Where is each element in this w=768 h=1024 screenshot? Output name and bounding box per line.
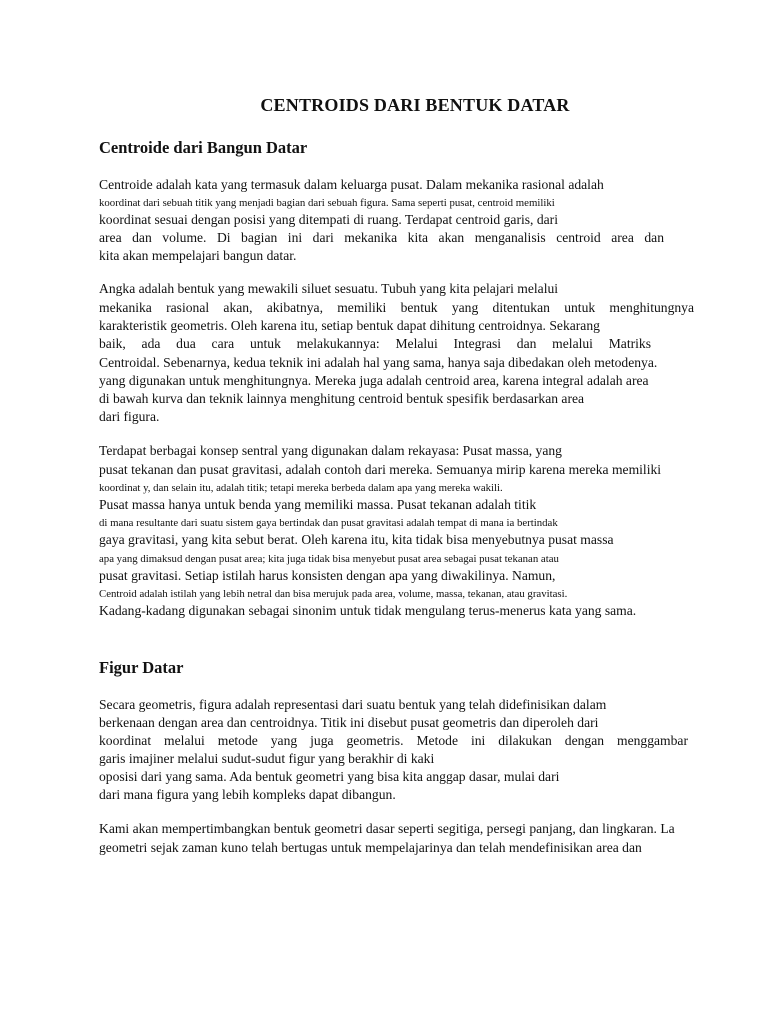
- section-heading-figur-datar: Figur Datar: [99, 658, 184, 677]
- paragraph-line: yang digunakan untuk menghitungnya. Mereka juga adalah centroid area, karena integral adalah area: [99, 373, 649, 388]
- paragraph-line: Angka adalah bentuk yang mewakili siluet sesuatu. Tubuh yang kita pelajari melalui: [99, 281, 559, 296]
- paragraph-line: Kadang-kadang digunakan sebagai sinonim untuk tidak mengulang terus-menerus kata yang sama.: [99, 603, 637, 618]
- paragraph-line: Terdapat berbagai konsep sentral yang digunakan dalam rekayasa: Pusat massa, yang: [99, 443, 562, 458]
- paragraph-line: mekanika rasional akan, akibatnya, memiliki bentuk yang ditentukan untuk menghitungnya: [99, 300, 694, 315]
- paragraph-line: Secara geometris, figura adalah representasi dari suatu bentuk yang telah didefinisikan dalam: [99, 697, 607, 712]
- paragraph-line: oposisi dari yang sama. Ada bentuk geometri yang bisa kita anggap dasar, mulai dari: [99, 769, 560, 784]
- paragraph-line: apa yang dimaksud dengan pusat area; kita juga tidak bisa menyebut pusat area sebagai pusat tekanan atau: [99, 553, 559, 565]
- paragraph-line: gaya gravitasi, yang kita sebut berat. Oleh karena itu, kita tidak bisa menyebutnya pusat massa: [99, 532, 614, 547]
- paragraph-line: area dan volume. Di bagian ini dari mekanika kita akan menganalisis centroid area dan: [99, 230, 664, 245]
- paragraph-line: Centroide adalah kata yang termasuk dalam keluarga pusat. Dalam mekanika rasional adalah: [99, 177, 604, 192]
- paragraph-line: koordinat y, dan selain itu, adalah titik; tetapi mereka berbeda dalam apa yang mereka wakili.: [99, 482, 503, 494]
- paragraph-line: karakteristik geometris. Oleh karena itu, setiap bentuk dapat dihitung centroidnya. Sekarang: [99, 318, 600, 333]
- paragraph-line: di bawah kurva dan teknik lainnya menghitung centroid bentuk spesifik berdasarkan area: [99, 391, 585, 406]
- paragraph-line: pusat tekanan dan pusat gravitasi, adalah contoh dari mereka. Semuanya mirip karena mereka memiliki: [99, 462, 662, 477]
- document-title: CENTROIDS DARI BENTUK DATAR: [260, 95, 570, 115]
- paragraph-line: dari mana figura yang lebih kompleks dapat dibangun.: [99, 787, 396, 802]
- paragraph-line: dari figura.: [99, 409, 160, 424]
- paragraph-line: baik, ada dua cara untuk melakukannya: Melalui Integrasi dan melalui Matriks: [99, 336, 651, 351]
- paragraph-line: koordinat melalui metode yang juga geometris. Metode ini dilakukan dengan menggambar: [99, 733, 688, 748]
- paragraph-line: Centroidal. Sebenarnya, kedua teknik ini adalah hal yang sama, hanya saja dibedakan oleh metodenya.: [99, 355, 658, 370]
- paragraph-line: Kami akan mempertimbangkan bentuk geometri dasar seperti segitiga, persegi panjang, dan lingkaran. La: [99, 821, 675, 836]
- paragraph-line: di mana resultante dari suatu sistem gaya bertindak dan pusat gravitasi adalah tempat di mana ia bertindak: [99, 517, 558, 529]
- paragraph-line: berkenaan dengan area dan centroidnya. Titik ini disebut pusat geometris dan diperoleh dari: [99, 715, 599, 730]
- paragraph-line: koordinat dari sebuah titik yang menjadi bagian dari sebuah figura. Sama seperti pusat, centroid memiliki: [99, 197, 555, 209]
- paragraph-line: geometri sejak zaman kuno telah bertugas untuk mempelajarinya dan telah mendefinisikan area dan: [99, 840, 642, 855]
- paragraph-line: pusat gravitasi. Setiap istilah harus konsisten dengan apa yang diwakilinya. Namun,: [99, 568, 556, 583]
- paragraph-line: Pusat massa hanya untuk benda yang memiliki massa. Pusat tekanan adalah titik: [99, 497, 537, 512]
- section-heading-centroide: Centroide dari Bangun Datar: [99, 138, 308, 157]
- paragraph-line: Centroid adalah istilah yang lebih netral dan bisa merujuk pada area, volume, massa, tekanan, atau gravitasi.: [99, 588, 568, 600]
- paragraph-line: garis imajiner melalui sudut-sudut figur yang berakhir di kaki: [99, 751, 435, 766]
- paragraph-line: kita akan mempelajari bangun datar.: [99, 248, 297, 263]
- paragraph-line: koordinat sesuai dengan posisi yang ditempati di ruang. Terdapat centroid garis, dari: [99, 212, 558, 227]
